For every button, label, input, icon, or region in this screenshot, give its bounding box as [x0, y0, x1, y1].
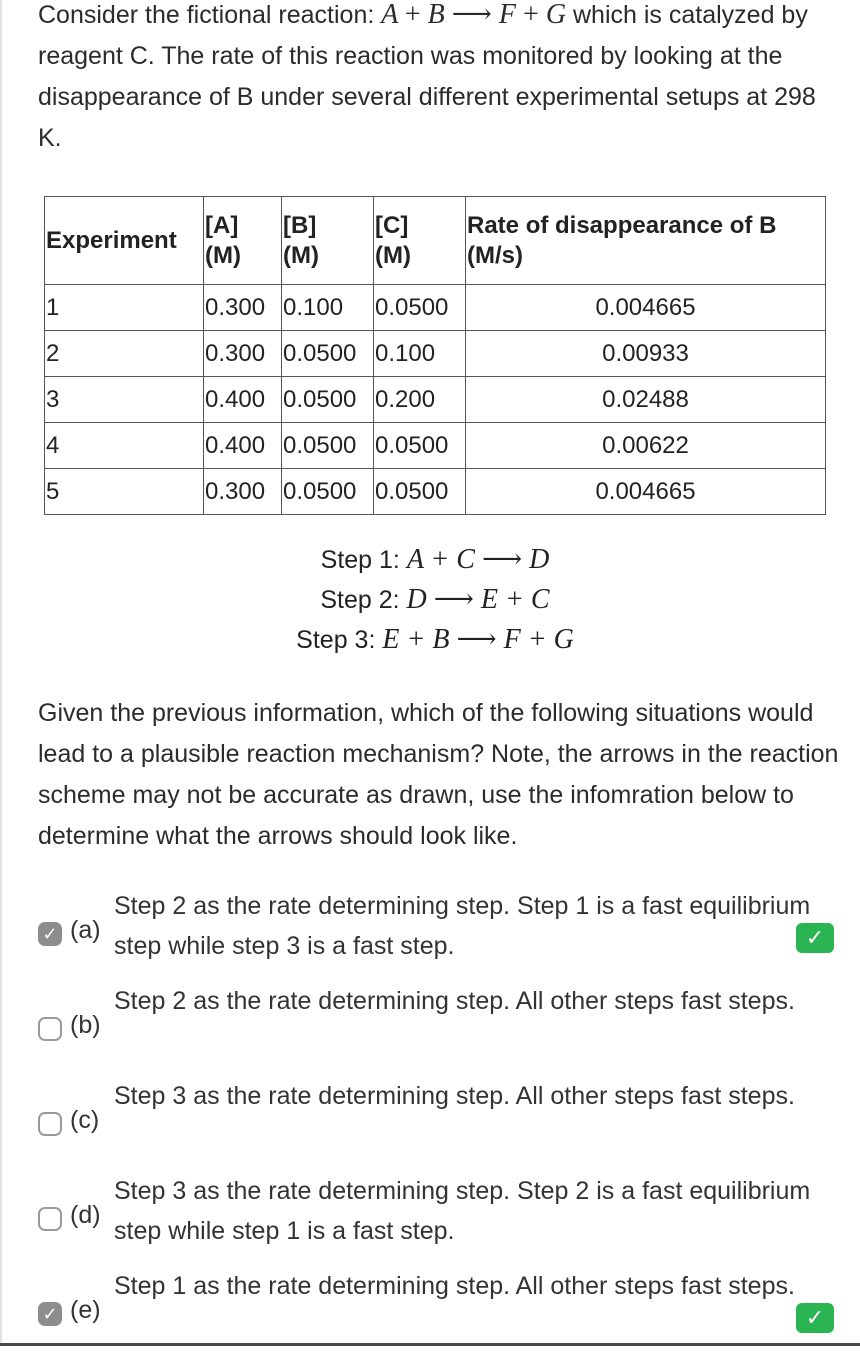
option-a-letter: (a) — [70, 916, 101, 944]
cell-experiment: 5 — [45, 469, 204, 515]
cell-a: 0.400 — [204, 377, 282, 423]
reaction-equation — [381, 0, 566, 30]
table-row — [45, 285, 826, 331]
intro-rest: catalyzed by reagent C. The rate of this reaction was monitored by looking at the disappearance of B under several different experimental setups at 298 K. — [38, 1, 816, 152]
option-c-text: Step 3 as the rate determining step. All other steps fast steps. — [114, 1082, 795, 1110]
cell-b: 0.100 — [282, 285, 374, 331]
option-d[interactable] — [38, 1177, 838, 1265]
cell-experiment: 1 — [45, 285, 204, 331]
step-label: Step 2: — [320, 586, 407, 614]
step-reactants: D — [406, 584, 427, 615]
cell-rate: 0.004665 — [466, 469, 826, 515]
species-b: B — [427, 0, 445, 30]
header-unit: (M/s) — [467, 241, 523, 269]
header-unit: (M) — [375, 241, 411, 269]
header-rate — [466, 197, 826, 285]
mechanism-step-1 — [0, 540, 860, 580]
cell-a: 0.300 — [204, 469, 282, 515]
intro-prefix: Consider the fictional reaction: — [38, 1, 382, 29]
option-e-text: Step 1 as the rate determining step. All other steps fast steps. — [114, 1272, 795, 1300]
question-text: Given the previous information, which of the following situations would lead to a plausible reaction mechanism? Note, the arrows in the reaction scheme may not be accurate as drawn, use the infomration below to determine what the arrows should look like. — [38, 699, 839, 850]
experiment-table — [44, 196, 826, 515]
left-border — [0, 0, 2, 1346]
species-f: F — [498, 0, 517, 30]
cell-experiment: 2 — [45, 331, 204, 377]
check-icon: ✓ — [42, 1304, 58, 1324]
reaction-arrow-icon: ⟶ — [456, 624, 497, 655]
cell-a: 0.300 — [204, 285, 282, 331]
option-e[interactable] — [38, 1272, 838, 1360]
header-text: [A] — [205, 211, 239, 239]
option-b-text: Step 2 as the rate determining step. All other steps fast steps. — [114, 987, 795, 1015]
cell-experiment: 4 — [45, 423, 204, 469]
cell-c: 0.100 — [374, 331, 466, 377]
step-products: D — [529, 544, 550, 575]
species-a: A — [381, 0, 398, 30]
cell-a: 0.400 — [204, 423, 282, 469]
plus-sign: + — [523, 0, 539, 30]
option-a[interactable] — [38, 892, 838, 980]
option-a-text: Step 2 as the rate determining step. Step 1 is a fast equilibrium step while step 3 is a fast step. — [114, 892, 811, 960]
intro-after-reaction: which is — [566, 1, 662, 29]
header-a — [204, 197, 282, 285]
reaction-arrow-icon: ⟶ — [451, 0, 492, 30]
cell-c: 0.0500 — [374, 423, 466, 469]
header-text: Rate of disappearance of B — [467, 211, 777, 239]
mechanism-step-3 — [0, 620, 860, 660]
table-header-row — [45, 197, 826, 285]
step-label: Step 3: — [296, 626, 383, 654]
cell-b: 0.0500 — [282, 377, 374, 423]
cell-experiment: 3 — [45, 377, 204, 423]
correct-check-icon: ✓ — [796, 1303, 834, 1333]
table-row — [45, 377, 826, 423]
cell-b: 0.0500 — [282, 331, 374, 377]
header-c — [374, 197, 466, 285]
step-products: E + C — [480, 584, 550, 615]
reaction-arrow-icon: ⟶ — [433, 584, 474, 615]
cell-rate: 0.00933 — [466, 331, 826, 377]
cell-rate: 0.02488 — [466, 377, 826, 423]
check-icon: ✓ — [42, 924, 58, 944]
step-reactants: E + B — [382, 624, 450, 655]
mechanism-steps — [0, 540, 860, 660]
cell-c: 0.0500 — [374, 285, 466, 331]
mechanism-step-2 — [0, 580, 860, 620]
header-text: [C] — [375, 211, 409, 239]
reaction-arrow-icon: ⟶ — [481, 544, 523, 575]
table-row — [45, 331, 826, 377]
cell-c: 0.0500 — [374, 469, 466, 515]
option-d-letter: (d) — [70, 1201, 101, 1229]
option-a-checkbox[interactable] — [38, 922, 62, 946]
cell-b: 0.0500 — [282, 423, 374, 469]
step-reactants: A + C — [406, 544, 475, 575]
step-equation — [382, 624, 573, 655]
cell-c: 0.200 — [374, 377, 466, 423]
option-b[interactable] — [38, 987, 838, 1075]
cell-rate: 0.00622 — [466, 423, 826, 469]
option-c-letter: (c) — [70, 1106, 100, 1134]
step-equation — [407, 584, 550, 615]
header-text: [B] — [283, 211, 317, 239]
cell-rate: 0.004665 — [466, 285, 826, 331]
header-experiment — [45, 197, 204, 285]
option-b-letter: (b) — [70, 1011, 101, 1039]
cell-b: 0.0500 — [282, 469, 374, 515]
intro-paragraph — [38, 0, 838, 159]
plus-sign: + — [404, 0, 421, 30]
option-e-letter: (e) — [70, 1296, 101, 1324]
option-b-checkbox[interactable] — [38, 1017, 62, 1041]
header-text: Experiment — [46, 226, 177, 254]
species-g: G — [545, 0, 567, 30]
option-c-checkbox[interactable] — [38, 1112, 62, 1136]
table-row — [45, 469, 826, 515]
table-row — [45, 423, 826, 469]
option-d-checkbox[interactable] — [38, 1207, 62, 1231]
option-e-checkbox[interactable] — [38, 1302, 62, 1326]
header-unit: (M) — [205, 241, 241, 269]
step-equation — [407, 544, 550, 575]
header-unit: (M) — [283, 241, 319, 269]
correct-check-icon: ✓ — [796, 923, 834, 953]
step-label: Step 1: — [320, 546, 407, 574]
option-c[interactable] — [38, 1082, 838, 1170]
cell-a: 0.300 — [204, 331, 282, 377]
option-d-text: Step 3 as the rate determining step. Step 2 is a fast equilibrium step while step 1 is a fast step. — [114, 1177, 811, 1245]
step-products: F + G — [503, 624, 574, 655]
header-b — [282, 197, 374, 285]
